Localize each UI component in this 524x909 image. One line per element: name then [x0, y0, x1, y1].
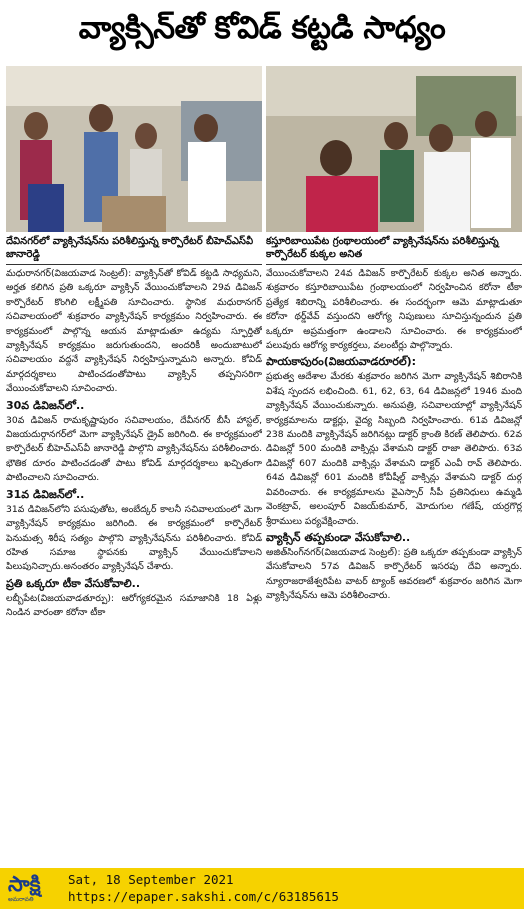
left-column [6, 66, 262, 866]
left-subhead-30: 30వ డివిజన్‌లో.. [6, 398, 85, 412]
left-subhead-31: 31వ డివిజన్‌లో.. [6, 487, 85, 501]
right-para-1: వేయించుకోవాలని 24వ డివిజన్ కార్పొరేటర్ కుక్కల అనిత అన్నారు. శుక్రవారం కస్తూరిబాయిపేట గ్రంథాలయంలో నిర్వహించిన కరోనా టీకా ప్రత్యేక శిబిరాన్ని పరిశీలించారు. ఈ సందర్భంగా ఆమె మాట్లాడుతూ కరోనా థర్డ్‌వేవ్ వస్తుందని ఆరోగ్య నిపుణులు సూచిస్తున్నందున ప్రతి ఒక్కరూ అప్రమత్తంగా ఉండాలని సూచించారు. ఈ కార్యక్రమంలో పలువురు ఆరోగ్య కార్యకర్తలు, వలంటీర్లు పాల్గొన్నారు. [266, 268, 522, 352]
right-subhead-vaccine: వ్యాక్సిన్ తప్పకుండా వేసుకోవాలి.. [266, 530, 411, 544]
left-para-2: 30వ డివిజన్ రామకృష్ణాపురం సచివాలయం, దేవీనగర్ బీసీ హాస్టల్, విజయదుర్గానగర్‌లో మెగా వ్యాక్సినేషన్ డ్రైవ్ జరిగింది. ఈ కార్యక్రమంలో కార్పొరేటర్ బీహెచ్ఎస్‌వీ జానారెడ్డి పాల్గొని వ్యాక్సినేషన్‌ను పరిశీలించారు. భౌతిక దూరం పాటించడంతో పాటు కోవిడ్ మార్గదర్శకాలు ఖచ్చితంగా పాటించాలని సూచించారు. [6, 414, 262, 484]
left-subhead-tika: ప్రతి ఒక్కరూ టీకా వేసుకోవాలి.. [6, 576, 141, 590]
logo-subtext: అమరావతి [8, 896, 34, 903]
right-photo-caption: కస్తూరిబాయిపేట గ్రంథాలయంలో వ్యాక్సినేషన్‌ను పరిశీలిస్తున్న కార్పొరేటర్ కుక్కల అనిత [266, 236, 499, 260]
left-para-4: లబ్బీపేట(విజయవాడతూర్పు): ఆరోగ్యకరమైన సమాజానికి 18 ఏళ్లు నిండిన వారంతా కరోనా టీకా [6, 592, 262, 619]
right-para-3: అజిత్‌సింగ్‌నగర్(విజయవాడ సెంట్రల్): ప్రతి ఒక్కరూ తప్పకుండా వ్యాక్సిన్ వేసుకోవాలని 57వ డివిజన్ కార్పొరేటర్ ఇసరపు దేవి అన్నారు. న్యూరాజరాజేశ్వరిపేట వాటర్ ట్యాంక్ ఆవరణలో శుక్రవారం జరిగిన మెగా వ్యాక్సినేషన్‌ను ఆమె పరిశీలించారు. [266, 546, 522, 602]
left-photo-caption: దేవినగర్‌లో వ్యాక్సినేషన్‌ను పరిశీలిస్తున్న కార్పొరేటర్ బీహెచ్ఎస్‌వీ జానారెడ్డి [6, 236, 254, 260]
headline: వ్యాక్సిన్‌తో కోవిడ్ కట్టడి సాధ్యం [78, 9, 446, 46]
sakshi-logo [8, 872, 62, 905]
logo-text: సాక్షి [8, 872, 41, 896]
epaper-link[interactable]: https://epaper.sakshi.com/c/63185615 [68, 889, 339, 904]
divider [6, 264, 262, 265]
left-para-1: మధురానగర్(విజయవాడ సెంట్రల్): వ్యాక్సిన్‌తో కోవిడ్ కట్టడి సాధ్యమని, అర్హత కలిగిన ప్రతి ఒక్కరూ వ్యాక్సిన్ వేయించుకోవాలని 29వ డివిజన్ కార్పొరేటర్ కొంగిలి లక్ష్మీపతి సూచించారు. స్థానిక మధురానగర్ సచివాలయంలో శుక్రవారం వ్యాక్సినేషన్ కార్యక్రమం నిర్వహించారు. ఈ కార్యక్రమంలో పాల్గొన్న ఆయన మాట్లాడుతూ ఉద్యమ స్ఫూర్తితో వ్యాక్సినేషన్ కార్యక్రమం జరుగుతుందని, అందరికీ అందుబాటులో సచివాలయం వద్దనే వ్యాక్సినేషన్ నిర్వహిస్తున్నామని అన్నారు. కోవిడ్ మార్గదర్శకాలు పాటించడంతోపాటు వ్యాక్సిన్ తప్పనిసరిగా వేయించుకోవాలని సూచించారు. [6, 268, 262, 395]
divider [266, 264, 522, 265]
photo-illustration [266, 66, 522, 232]
right-column [266, 66, 522, 866]
photo-illustration [6, 66, 262, 232]
left-para-3: 31వ డివిజన్‌లోని పసుపుతోట, అంబేద్కర్ కాలనీ సచివాలయంలో మెగా వ్యాక్సినేషన్ కార్యక్రమం జరిగింది. ఈ కార్యక్రమంలో కార్పొరేటర్ పెనుమత్స శిరీష సత్యం పాల్గొని వ్యాక్సినేషన్‌ను పరిశీలించారు. కోవిడ్ రహిత సమాజ స్థాపనకు వ్యాక్సిన్ వేయించుకోవాలని పిలుపునిచ్చారు.అనంతరం వ్యాక్సినేషన్ చేశారు. [6, 503, 262, 573]
footer-bar [0, 868, 524, 909]
vaccination-photo-kasturibaipet [266, 66, 522, 232]
right-subhead-payakapuram: పాయకాపురం(విజయవాడరూరల్): [266, 355, 417, 369]
vaccination-photo-devinagar [6, 66, 262, 232]
edition-date: Sat, 18 September 2021 [68, 872, 234, 887]
right-para-2: ప్రభుత్వ ఆదేశాల మేరకు శుక్రవారం జరిగిన మెగా వ్యాక్సినేషన్ శిబిరానికి విశేష స్పందన లభించింది. 61, 62, 63, 64 డివిజన్లలో 1946 మంది వ్యాక్సినేషన్ వేయించుకున్నారు. అనుపత్రి, సచివాలయాల్లో వ్యాక్సినేషన్ కార్యక్రమాలను డాక్టర్లు, వైద్య సిబ్బంది నిర్వహించారు. 61వ డివిజన్లో 238 మందికి వ్యాక్సినేషన్ జరిగినట్లు డాక్టర్ క్రాంతి కిరణ్ తెలిపారు. 62వ డివిజన్లో 500 మందికి వాక్సిన్లు వేశామని డాక్టర్ రాజా తెలిపారు. 63వ డివిజన్లో 607 మందికి వాక్సిన్లు వేశామని డాక్టర్ ఎంవీ రావ్ తెలిపారు. 64వ డివిజన్లో 601 మందికి కోవీషీల్డ్ వాక్సిన్లు వేశామని డాక్టర్ దుర్గ వివరించారు. ఈ కార్యక్రమాలను వైఎస్సార్ సీపీ ప్రతినిధులు ఉమ్మడి వెంకట్రావ్, అలంపూర్ విజయ్‌కుమార్, మోదుగుల గణేష్, యర్రగొర్ల శ్రీరాములు పర్యవేక్షించారు. [266, 371, 522, 527]
